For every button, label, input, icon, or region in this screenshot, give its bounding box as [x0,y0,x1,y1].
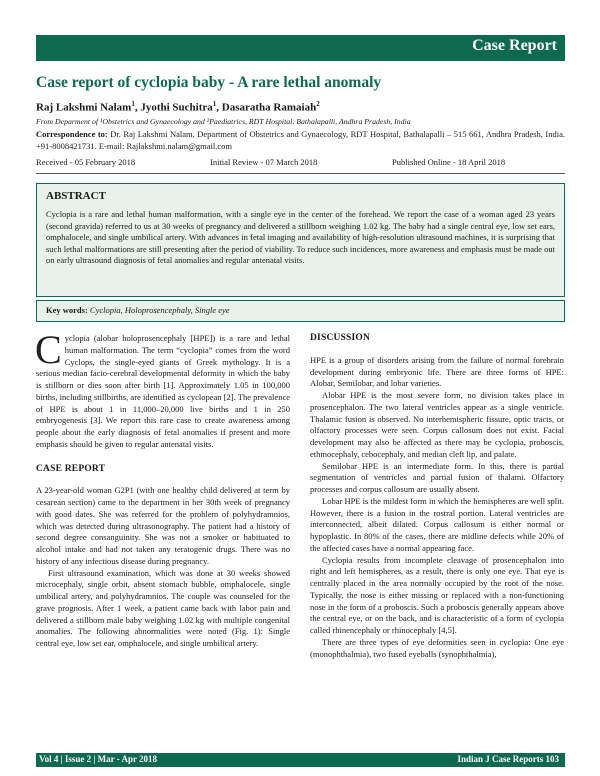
author-name: Jyothi Suchitra [140,101,213,114]
intro-paragraph [35,327,290,451]
left-column [35,327,290,650]
discussion-paragraph: Semilobar HPE is an intermediate form. In this, there is partial segmentation of ventricles and partial fusion of thalami. Olfactory processes and corpus callosum are usually absent. [310,460,564,494]
abstract-box [36,183,565,297]
abstract-heading: ABSTRACT [46,190,106,202]
author-name: Dasaratha Ramaiah [221,101,317,114]
review-date: Initial Review - 07 March 2018 [210,157,318,167]
author-affil-mark: 1 [212,100,217,108]
article-type-label: Case Report [472,37,557,54]
discussion-heading: DISCUSSION [310,333,371,343]
divider [36,173,565,174]
author-list: Raj Lakshmi Nalam$^1$, Jyothi Suchitra$^1$, Dasaratha Ramaiah$^2$ [36,100,320,114]
keywords-label: Key words: [46,305,88,315]
correspondence [36,128,565,152]
article-dates [36,157,565,169]
discussion-paragraph: Alobar HPE is the most severe form, no division takes place in prosencephalon. The two lateral ventricles appear as a single ventricle. Thalamic fusion is observed. No interhemispheric fissure, optic tracts, or olfactory processes were seen. Corpus callosum does not exist. Facial development may also be affected as there may be cyclopia, proboscis, ethmocephaly, cebocephaly, and median cleft lip, and palate. [310,390,564,459]
article-title: Case report of cyclopia baby - A rare lethal anomaly [36,74,382,91]
keywords-text: Cyclopia, Holoprosencephaly, Single eye [89,305,230,315]
correspondence-label: Correspondence to: [36,129,108,139]
discussion-paragraph: There are three types of eye deformities seen in cyclopia: One eye (monophthalmia), two fused eyeballs (synophthalmia), [310,636,564,659]
keywords-box [36,300,565,322]
case-report-heading: CASE REPORT [36,463,106,474]
discussion-paragraph: Lobar HPE is the mildest form in which the hemispheres are well split. However, there is a fusion in the rostral portion. Lateral ventricles are interconnected, albeit dilated. Corpus callosum is either normal or hypoplastic. In 80% of the cases, there are midline defects while 20% of the affected cases have a normal appearing face. [310,495,564,553]
affiliation: From Deparment of ¹Obstetrics and Gynaecology and ²Paediatrics, RDT Hospital, Bathalapalli, Andhra Pradesh, India [36,117,411,126]
case-paragraph: First ultrasound examination, which was done at 30 weeks showed microcephaly, single orbit, absent stomach bubble, omphalocele, single umbilical artery, and polyhydramnios. The couple was counseled for the grave prognosis. After 1 week, a patient came back with labor pain and delivered a stillborn male baby weighing 1.02 kg with multiple congenital anomalies. The following abnormalities were noted (Fig. 1): Single central eye, low set ear, omphalocele, and single umbilical artery. [36,567,290,648]
drop-cap: C [35,327,62,372]
case-paragraph: A 23-year-old woman G2P1 (with one healthy child delivered at term by cesarean section) came to the department in her 30th week of pregnancy with good dates. She was referred for the problem of polyhydramnios, which was detected during ultrasonography. The patient had a history of second degree consanguinity. She was not a smoker or habituated to alcohol intake and had not taken any teratogenic drugs. There was no history of any infectious disease during pregnancy. [36,485,290,566]
author-affil-mark: 1 [131,100,135,108]
journal-header-bar [36,35,565,61]
author-affil-mark: 2 [316,100,320,108]
author-name: Raj Lakshmi Nalam [36,101,132,114]
journal-footer-bar [36,753,565,767]
intro-text: yclopia (alobar holoprosencephaly [HPE]) is a rare and lethal human malformation. The term “cyclopia” comes from the word Cyclops, the single-eyed giants of Greek mythology. It is a serious median facio-cerebral developmental deformity in which the baby is stillborn or dies soon after birth [1]. Approximately 1.05 in 100,000 births, including stillbirths, are identified as cyclopean [2]. The prevalence of HPE is about 1 in 11,000–20,000 live births and 1 in 250 embryogenesis [3]. We report this rare case to create awareness among people about the early diagnosis of fetal anomalies if present and more emphasis should be given to regular antenatal visits. [36,333,290,449]
abstract-text: Cyclopia is a rare and lethal human malformation, with a single eye in the center of the forehead. We report the case of a woman aged 23 years (second gravida) referred to us at 30 weeks of pregnancy and delivered a stillborn weighing 1.02 kg. The baby had a single central eye, low set ears, omphalocele, and single umbilical artery. With advances in fetal imaging and availability of high-resolution ultrasound machines, it is surprising that such lethal malformations are still presenting after the period of viability. To reduce such incidences, more awareness and emphasis must be made out on early ultrasound diagnosis of fetal anomalies and regular antenatal visits. [46,209,556,265]
discussion-paragraph: HPE is a group of disorders arising from the failure of normal forebrain development during embryonic life. There are three forms of HPE: Alobar, Semilobar, and lobar varieties. [310,354,564,389]
correspondence-text: Dr. Raj Lakshmi Nalam, Department of Obstetrics and Gynaecology, RDT Hospital, Bathalapalli – 515 661, Andhra Pradesh, India. +91-8008421731. E-mail: Rajlakshmi.nalam@gmail.com [36,129,566,151]
published-date: Published Online - 18 April 2018 [392,157,506,167]
discussion-paragraph: Cyclopia results from incomplete cleavage of prosencephalon into right and left hemispheres, as a result, there is only one eye. That eye is centrally placed in the area normally occupied by the root of the nose. Typically, the nose is either missing or replaced with a non-functioning nose in the form of a proboscis. Such a proboscis generally appears above the central eye, or on the back, and is characteristic of a form of cyclopia called rhinencephaly or rhinocephaly [4,5]. [310,554,564,635]
journal-page: Indian J Case Reports 103 [457,754,559,764]
right-column [310,333,564,660]
issue-info: Vol 4 | Issue 2 | Mar - Apr 2018 [39,754,158,764]
received-date: Received - 05 February 2018 [36,157,136,167]
